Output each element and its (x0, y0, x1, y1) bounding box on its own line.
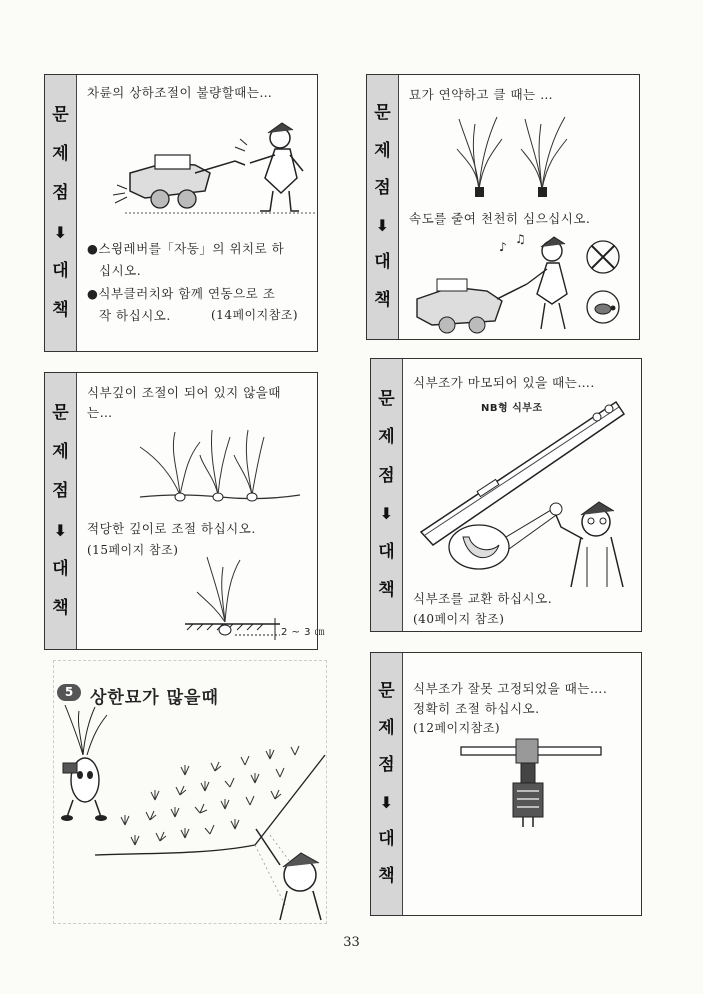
svg-text:♫: ♫ (515, 232, 526, 246)
problem-title: 묘가 연약하고 클 때는 … (409, 87, 554, 102)
sidebar-char: 책 (52, 597, 69, 618)
problem-title: 차륜의 상하조절이 불량할때는… (87, 85, 273, 100)
sidebar-char: 대 (378, 828, 395, 849)
seedling-depth-illustration (140, 427, 300, 507)
sidebar-char: 점 (52, 183, 69, 204)
part-label: NB형 식부조 (481, 403, 543, 414)
damaged-seedlings-field-illustration (55, 705, 325, 920)
sidebar-char: 제 (374, 140, 391, 161)
section-title: 상한묘가 많을때 (90, 688, 219, 708)
solution-bullet-2: ●식부클러치와 함께 연동으로 조 (87, 286, 276, 301)
problem-box-planting-depth (44, 372, 326, 650)
problem-box-weak-seedlings (366, 74, 640, 340)
problem-box-wheel-adjustment (44, 74, 318, 352)
page-reference: (40페이지 참조) (413, 612, 505, 626)
tall-seedlings-illustration (457, 109, 577, 199)
down-arrow-icon: ⬇ (379, 504, 394, 524)
page-reference: (12페이지참조) (413, 721, 501, 735)
down-arrow-icon: ⬇ (379, 792, 394, 812)
problem-solution-sidebar (371, 653, 403, 915)
page-reference: (15페이지 참조) (87, 543, 179, 557)
solution-text: 식부조를 교환 하십시오. (413, 591, 553, 606)
sidebar-char: 대 (374, 252, 391, 273)
sidebar-char: 문 (378, 388, 395, 409)
solution-text: 적당한 깊이로 조절 하십시오. (87, 521, 256, 536)
problem-solution-sidebar (45, 75, 77, 351)
problem-title: 식부조가 잘못 고정되었을 때는…. (413, 681, 608, 696)
sidebar-char: 점 (378, 465, 395, 486)
sidebar-char: 대 (52, 260, 69, 281)
problem-solution-sidebar (45, 373, 77, 649)
problem-box-claw-fixation (370, 652, 642, 916)
down-arrow-icon: ⬇ (53, 520, 68, 540)
transplanter-operator-illustration (85, 103, 315, 213)
sidebar-char: 책 (378, 580, 395, 601)
down-arrow-icon: ⬇ (375, 215, 390, 235)
depth-label: 2 ~ 3 ㎝ (281, 627, 326, 638)
planting-claw-illustration (411, 387, 641, 587)
sidebar-char: 제 (52, 442, 69, 463)
problem-title-line1: 식부깊이 조절이 되어 있지 않을때 (87, 385, 281, 400)
section-number-badge: 5 (57, 684, 81, 701)
sidebar-char: 제 (378, 718, 395, 739)
slow-transplanting-illustration (407, 229, 637, 334)
sidebar-char: 대 (52, 558, 69, 579)
svg-text:♪: ♪ (499, 240, 507, 254)
sidebar-char: 점 (52, 481, 69, 502)
sidebar-char: 문 (374, 103, 391, 124)
solution-bullet-2-cont: 작 하십시오. (99, 308, 171, 323)
problem-solution-sidebar (371, 359, 403, 631)
sidebar-char: 점 (374, 178, 391, 199)
problem-solution-sidebar (367, 75, 399, 339)
sidebar-char: 대 (378, 541, 395, 562)
sidebar-char: 책 (52, 299, 69, 320)
sidebar-char: 책 (378, 865, 395, 886)
claw-mount-illustration (461, 739, 601, 829)
problem-title-line2: 는… (87, 405, 113, 420)
sidebar-char: 점 (378, 755, 395, 776)
problem-box-worn-claw (370, 358, 642, 632)
sidebar-char: 문 (378, 681, 395, 702)
solution-bullet-1: ●스윙레버를「자동」의 위치로 하 (87, 241, 285, 256)
sidebar-char: 문 (52, 105, 69, 126)
page-number: 33 (343, 935, 360, 950)
solution-text: 속도를 줄여 천천히 심으십시오. (409, 211, 591, 226)
solution-text: 정확히 조절 하십시오. (413, 701, 540, 716)
down-arrow-icon: ⬇ (53, 222, 68, 242)
sidebar-char: 제 (378, 427, 395, 448)
solution-bullet-1-cont: 십시오. (99, 263, 142, 278)
sidebar-char: 제 (52, 144, 69, 165)
problem-title: 식부조가 마모되어 있을 때는…. (413, 375, 595, 390)
page-reference: (14페이지참조) (211, 308, 299, 322)
sidebar-char: 책 (374, 289, 391, 310)
sidebar-char: 문 (52, 403, 69, 424)
